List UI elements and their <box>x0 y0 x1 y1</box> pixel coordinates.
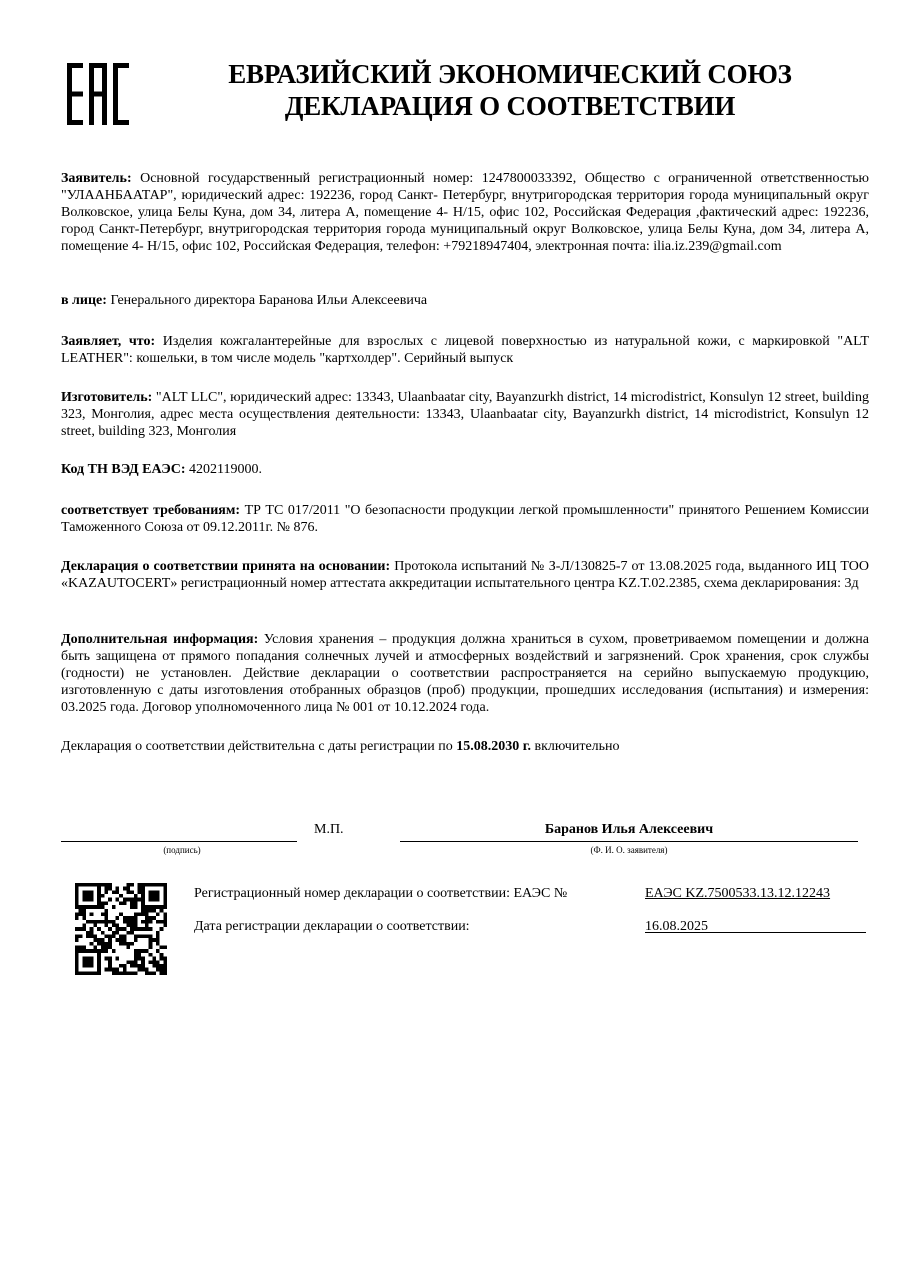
applicant-text: Основной государственный регистрационный номер: 1247800033392, Общество с ограниченной ответственностью "УЛААНБААТАР", юридический адрес: 192236, город Санкт- Петербург, внутригородская территория города муниципальный округ Волковское, улица Белы Куна, дом 34, литера А, помещение 4- Н/15, офис 102, Российская Федерация ,фактический адрес: 192236, город Санкт-Петербург, внутригородская территория города муниципальный округ Волковское, улица Белы Куна, дом 34, литера А, помещение 4- Н/15, офис 102, Российская Федерация, телефон: +79218947404, электронная почта: ilia.iz.239@gmail.com <box>61 171 869 254</box>
conforms-label: соответствует требованиям: <box>61 503 241 518</box>
person-label: в лице: <box>61 293 107 308</box>
applicant-section <box>61 170 869 255</box>
manufacturer-section <box>61 389 869 440</box>
registration-number-label: Регистрационный номер декларации о соответствии: ЕАЭС № <box>194 886 568 901</box>
registration-number-value: ЕАЭС KZ.7500533.13.12.12243 <box>645 886 831 901</box>
eac-logo-icon <box>67 63 129 125</box>
name-caption: (Ф. И. О. заявителя) <box>590 845 668 855</box>
additional-label: Дополнительная информация: <box>61 632 259 647</box>
conforms-section <box>61 502 869 536</box>
additional-info-section <box>61 631 869 716</box>
qr-code-icon <box>75 883 167 975</box>
declares-text: Изделия кожгалантерейные для взрослых с лицевой поверхностью из натуральной кожи, с маркировкой "ALT LEATHER": кошельки, в том числе модель "картхолдер". Серийный выпуск <box>61 334 870 366</box>
additional-text: Условия хранения – продукция должна храниться в сухом, проветриваемом помещении и должна быть защищена от прямого попадания солнечных лучей и атмосферных воздействий и загрязнений. Срок хранения, срок службы (годности) не установлен. Действие декларации о соответствии распространяется на серийно выпускаемую продукцию, изготовленную с даты изготовления отобранных образцов (проб) продукции, прошедших исследования (испытания) и измерения: 03.2025 года. Договор уполномоченного лица № 001 от 10.12.2024 года. <box>61 632 870 715</box>
code-label: Код ТН ВЭД ЕАЭС: <box>61 462 186 477</box>
registration-date-underline <box>645 932 866 933</box>
basis-text: Протокола испытаний № З-Л/130825-7 от 13.08.2025 года, выданного ИЦ ТОО «KAZAUTOCERT» регистрационный номер аттестата аккредитации испытательного центра KZ.T.02.2385, схема декларирования: 3д <box>61 559 869 591</box>
basis-section <box>61 558 869 592</box>
union-title: ЕВРАЗИЙСКИЙ ЭКОНОМИЧЕСКИЙ СОЮЗ <box>228 59 792 89</box>
name-line <box>400 841 858 842</box>
validity-date: 15.08.2030 г. <box>456 739 531 754</box>
validity-prefix: Декларация о соответствии действительна с даты регистрации по <box>61 739 453 754</box>
document-header <box>150 58 870 122</box>
person-text: Генерального директора Баранова Ильи Алексеевича <box>110 293 428 308</box>
signature-line <box>61 841 297 842</box>
declaration-title: ДЕКЛАРАЦИЯ О СООТВЕТСТВИИ <box>284 91 736 121</box>
code-section <box>61 461 869 478</box>
applicant-label: Заявитель: <box>61 171 132 186</box>
validity-suffix: включительно <box>534 739 620 754</box>
declares-section <box>61 333 869 367</box>
basis-label: Декларация о соответствии принята на основании: <box>61 559 391 574</box>
code-text: 4202119000. <box>189 462 263 477</box>
manufacturer-text: "ALT LLC", юридический адрес: 13343, Ulaanbaatar city, Bayanzurkh district, 14 microdistrict, Konsulyn 12 street, building 323, Монголия, адрес места осуществления деятельности: 13343, Ulaanbaatar city, Bayanzurkh district, 14 microdistrict, Konsulyn 12 street, building 323, Монголия <box>61 390 870 439</box>
declares-label: Заявляет, что: <box>61 334 156 349</box>
signatory-name: Баранов Илья Алексеевич <box>544 822 714 837</box>
registration-date-value: 16.08.2025 <box>645 919 708 934</box>
registration-date-label: Дата регистрации декларации о соответствии: <box>194 919 470 934</box>
signature-caption: (подпись) <box>163 845 201 855</box>
person-section <box>61 292 869 309</box>
stamp-label: М.П. <box>314 822 344 837</box>
validity-section <box>61 738 869 755</box>
manufacturer-label: Изготовитель: <box>61 390 153 405</box>
conforms-text: ТР ТС 017/2011 "О безопасности продукции легкой промышленности" принятого Решением Комиссии Таможенного Союза от 09.12.2011г. № 876. <box>61 503 870 535</box>
